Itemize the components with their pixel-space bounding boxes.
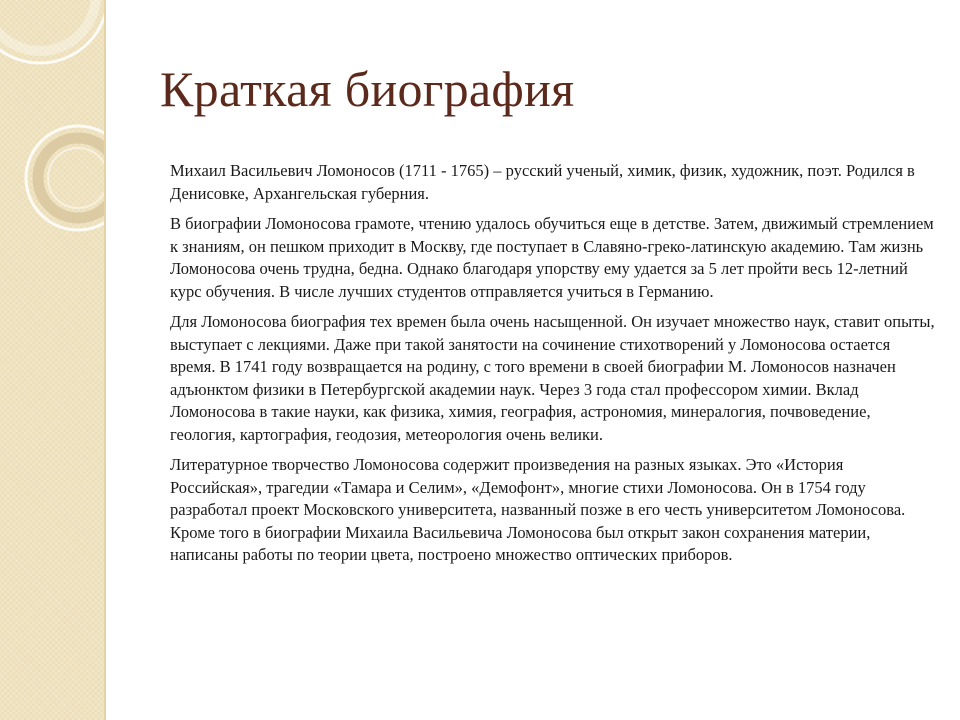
- slide-title: Краткая биография: [160, 61, 575, 117]
- paragraph-2: В биографии Ломоносова грамоте, чтению удалось обучиться еще в детстве. Затем, движимый стремлением к знаниям, он пешком приходит в Москву, где поступает в Славяно-греко-латинскую академию. Там жизнь Ломоносова очень трудна, бедна. Однако благодаря упорству ему удается за 5 лет пройти весь 12-летний курс обучения. В числе лучших студентов отправляется учиться в Германию.: [170, 214, 934, 301]
- decorative-side-panel: [0, 0, 104, 720]
- paragraph-3: Для Ломоносова биография тех времен была очень насыщенной. Он изучает множество наук, ставит опыты, выступает с лекциями. Даже при такой занятости на сочинение стихотворений у Ломоносова остается время. В 1741 году возвращается на родину, с того времени в своей биографии М. Ломоносов назначен адъюнктом физики в Петербургской академии наук. Через 3 года стал профессором химии. Вклад Ломоносова в такие науки, как физика, химия, география, астрономия, минералогия, почвоведение, геология, картография, геодозия, метеорология очень велики.: [170, 312, 935, 444]
- slide-body: [170, 160, 935, 575]
- paragraph-4: Литературное творчество Ломоносова содержит произведения на разных языках. Это «История Российская», трагедии «Тамара и Селим», «Демофонт», многие стихи Ломоносова. Он в 1754 году разработал проект Московского университета, названный позже в его честь университетом Ломоносова. Кроме того в биографии Михаила Васильевича Ломоносова был открыт закон сохранения материи, написаны работы по теории цвета, построено множество оптических приборов.: [170, 455, 906, 564]
- paragraph-1: Михаил Васильевич Ломоносов (1711 - 1765) – русский ученый, химик, физик, художник, поэт. Родился в Денисовке, Архангельская губерния.: [170, 161, 915, 203]
- decorative-rings-graphic: [0, 0, 104, 720]
- panel-divider: [104, 0, 106, 720]
